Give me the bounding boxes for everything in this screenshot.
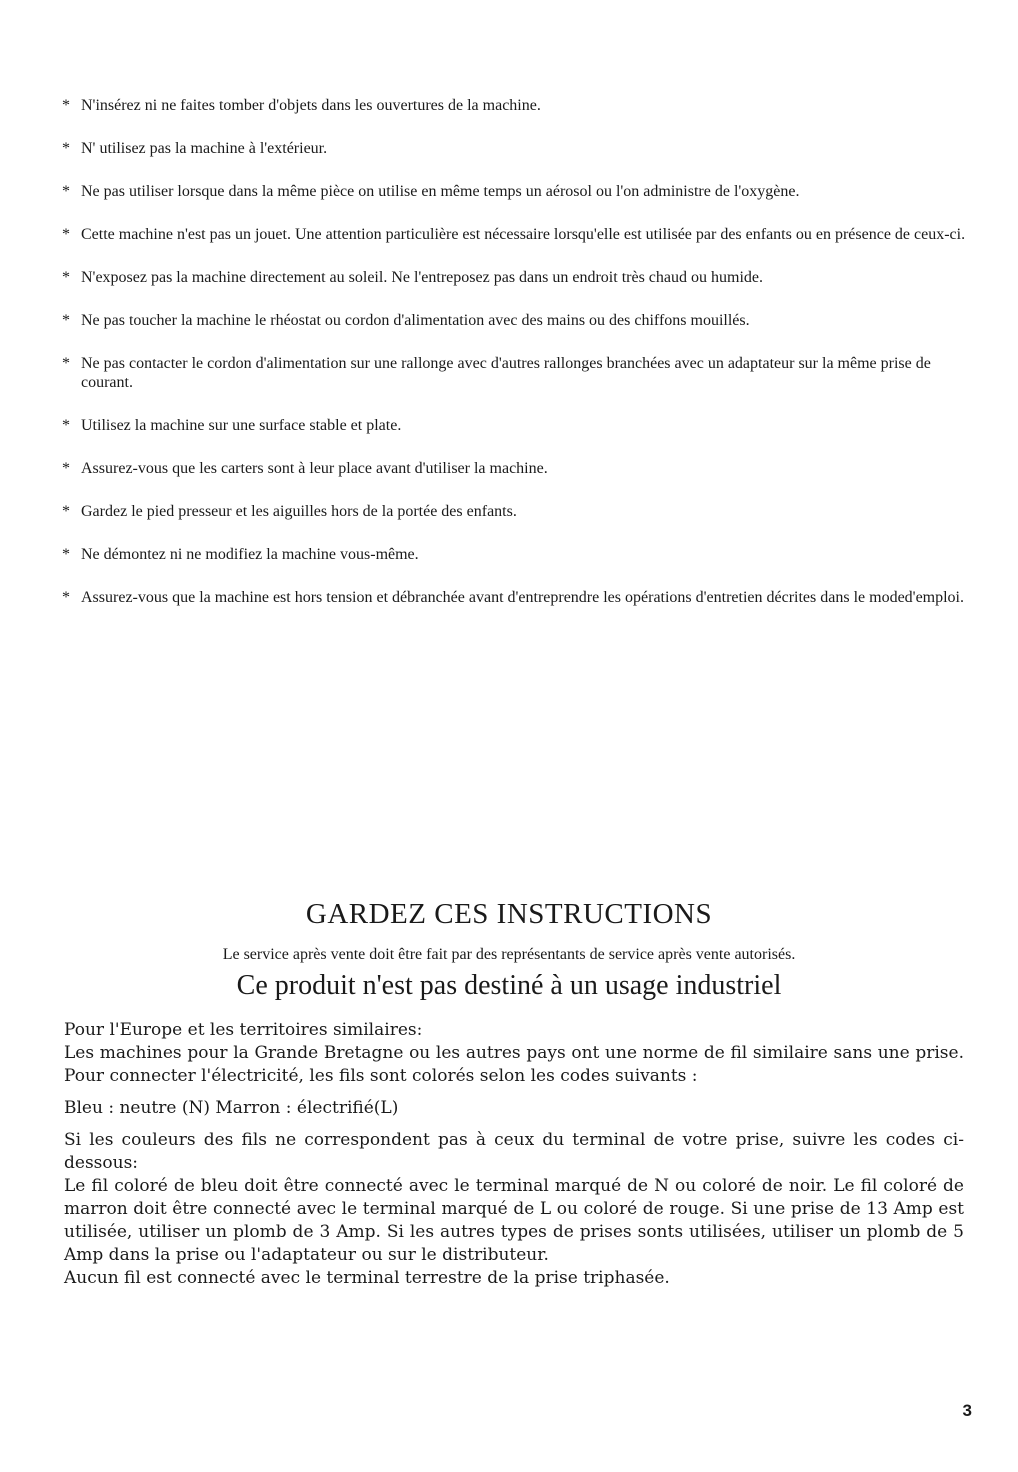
wire-color-codes: Bleu : neutre (N) Marron : électrifié(L) — [64, 1098, 399, 1118]
safety-item-text: Ne pas contacter le cordon d'alimentation sur une rallonge avec d'autres rallonges branchées avec un adaptateur sur la même prise de courant. — [81, 355, 931, 391]
bullet-asterisk: * — [62, 503, 70, 520]
bullet-asterisk: * — [62, 226, 70, 243]
bullet-asterisk: * — [62, 546, 70, 563]
keep-instructions-title: GARDEZ CES INSTRUCTIONS — [305, 898, 713, 930]
safety-item — [62, 416, 967, 435]
wiring-mismatch-text: Si les couleurs des fils ne correspondent pas à ceux du terminal de votre prise, suivre les codes ci-dessous: — [64, 1130, 964, 1173]
bullet-asterisk: * — [62, 269, 70, 286]
wiring-intro: Pour l'Europe et les territoires similaires: — [64, 1020, 423, 1040]
safety-item — [62, 311, 967, 330]
safety-item — [62, 545, 967, 564]
safety-item-text: Assurez-vous que la machine est hors tension et débranchée avant d'entreprendre les opérations d'entretien décrites dans le moded'emploi. — [81, 589, 964, 606]
safety-item-text: N' utilisez pas la machine à l'extérieur. — [81, 140, 328, 157]
wiring-earth-note: Aucun fil est connecté avec le terminal terrestre de la prise triphasée. — [64, 1268, 670, 1288]
safety-item-text: Gardez le pied presseur et les aiguilles hors de la portée des enfants. — [81, 503, 517, 520]
safety-item — [62, 96, 967, 115]
safety-item — [62, 588, 967, 607]
safety-item-text: Assurez-vous que les carters sont à leur place avant d'utiliser la machine. — [81, 460, 548, 477]
bullet-asterisk: * — [62, 312, 70, 329]
safety-item — [62, 139, 967, 158]
safety-instructions-list — [62, 96, 967, 631]
wiring-connection-instructions: Le fil coloré de bleu doit être connecté avec le terminal marqué de N ou coloré de noir. Le fil coloré de marron doit être connecté avec le terminal marqué de L ou coloré de rouge. Si une prise de 13 Amp est utilisée, utiliser un plomb de 3 Amp. Si les autres types de prises sonts utilisées, utiliser un plomb de 5 Amp dans la prise ou l'adaptateur ou sur le distributeur. — [64, 1176, 964, 1265]
safety-item-text: Ne pas utiliser lorsque dans la même pièce on utilise en même temps un aérosol ou l'on administre de l'oxygène. — [81, 183, 800, 200]
bullet-asterisk: * — [62, 417, 70, 434]
not-industrial-notice: Ce produit n'est pas destiné à un usage industriel — [236, 970, 782, 1001]
safety-item-text: Ne démontez ni ne modifiez la machine vous-même. — [81, 546, 419, 563]
safety-item — [62, 225, 967, 244]
safety-item-text: Ne pas toucher la machine le rhéostat ou cordon d'alimentation avec des mains ou des chiffons mouillés. — [81, 312, 750, 329]
bullet-asterisk: * — [62, 183, 70, 200]
wiring-machines-text: Les machines pour la Grande Bretagne ou les autres pays ont une norme de fil similaire sans une prise. Pour connecter l'électricité, les fils sont colorés selon les codes suivants : — [64, 1043, 964, 1086]
page-number: 3 — [962, 1401, 972, 1420]
safety-item-text: Cette machine n'est pas un jouet. Une attention particulière est nécessaire lorsqu'elle est utilisée par des enfants ou en présence de ceux-ci. — [81, 226, 966, 243]
bullet-asterisk: * — [62, 460, 70, 477]
safety-item-text: N'exposez pas la machine directement au soleil. Ne l'entreposez pas dans un endroit très chaud ou humide. — [81, 269, 763, 286]
bullet-asterisk: * — [62, 140, 70, 157]
safety-item — [62, 268, 967, 287]
bullet-asterisk: * — [62, 355, 70, 372]
bullet-asterisk: * — [62, 97, 70, 114]
safety-item — [62, 502, 967, 521]
wiring-instructions — [64, 1019, 964, 1290]
safety-item-text: N'insérez ni ne faites tomber d'objets dans les ouvertures de la machine. — [81, 97, 541, 114]
safety-item — [62, 182, 967, 201]
safety-item — [62, 459, 967, 478]
safety-item-text: Utilisez la machine sur une surface stable et plate. — [81, 417, 402, 434]
safety-item — [62, 354, 967, 392]
bullet-asterisk: * — [62, 589, 70, 606]
service-note: Le service après vente doit être fait par des représentants de service après vente autorisés. — [222, 946, 796, 963]
